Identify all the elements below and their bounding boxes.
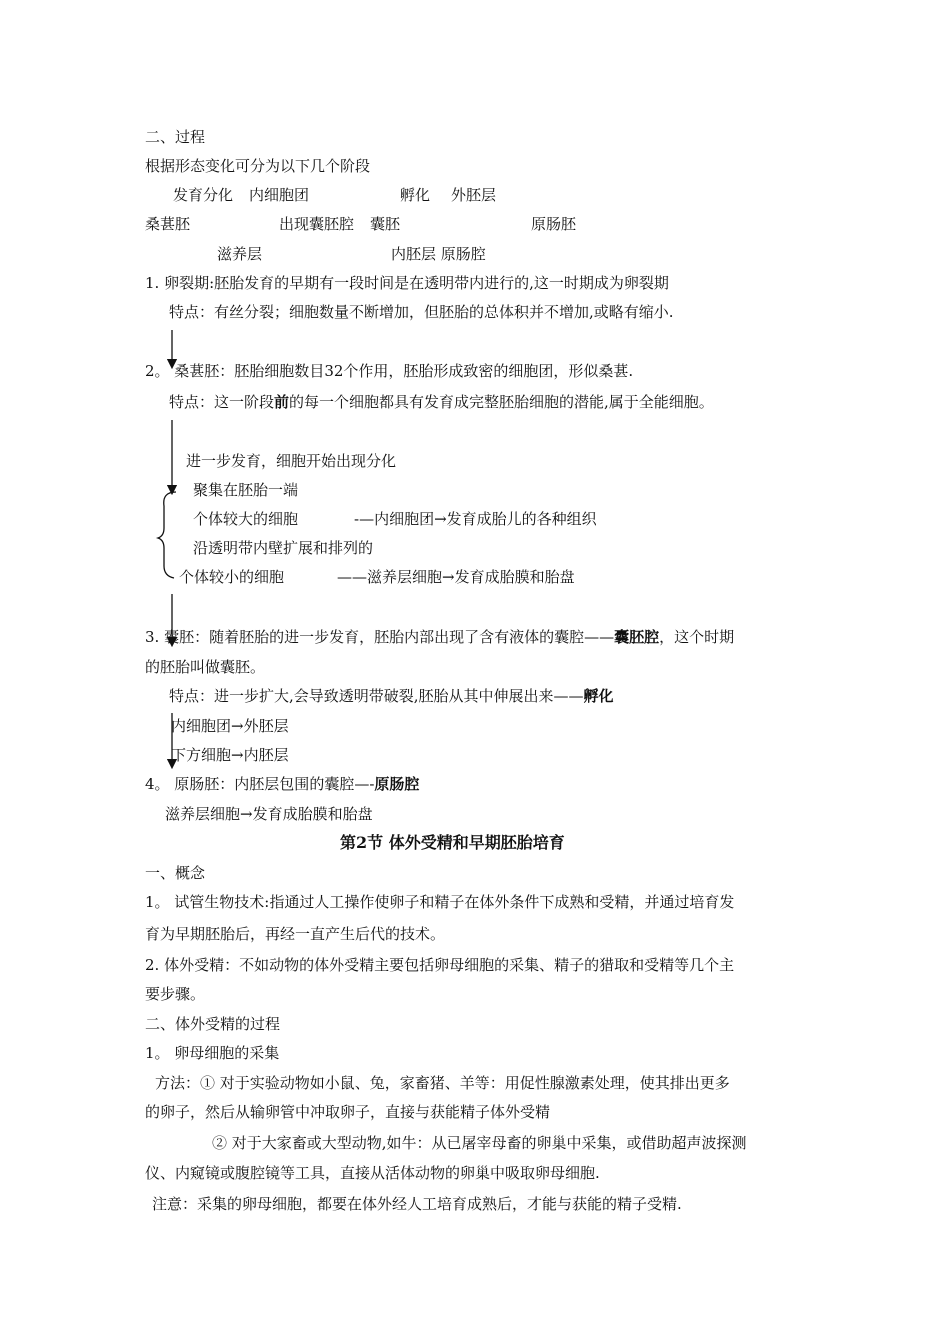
stage-1-feature: 特点：有丝分裂；细胞数量不断增加，但胚胎的总体积并不增加,或略有缩小. (169, 303, 674, 321)
stage-2-text: 2。 桑葚胚：胚胎细胞数目32个作用，胚胎形成致密的细胞团，形似桑葚. (145, 362, 634, 380)
flow-label: 原肠胚 (531, 215, 577, 233)
stage-3-text-cont: 的胚胎叫做囊胚。 (145, 658, 266, 676)
stage-4-note: 滋养层细胞→发育成胎膜和胎盘 (165, 805, 373, 823)
stage-3-tail: ，这个时期 (659, 628, 735, 646)
paragraph: 要步骤。 (145, 985, 206, 1003)
stage-2-feature (169, 392, 714, 412)
flow-label: 孵化 (400, 186, 431, 204)
brace-item: 沿透明带内壁扩展和排列的 (193, 539, 374, 557)
heading-ivf-process: 二、体外受精的过程 (145, 1015, 281, 1033)
heading-concept: 一、概念 (145, 864, 206, 882)
stage-3-lead: 3. 囊胚：随着胚胎的进一步发育，胚胎内部出现了含有液体的囊腔—— (145, 628, 615, 646)
bold-term: 原肠腔 (374, 775, 420, 793)
paragraph: ② 对于大家畜或大型动物,如牛：从已屠宰母畜的卵巢中采集，或借助超声波探测 (212, 1134, 747, 1152)
flow-label: 滋养层 (217, 245, 263, 263)
flow-label: 桑葚胚 (145, 215, 191, 233)
flow-label: 内胚层 原肠腔 (391, 245, 486, 263)
paragraph: 仪、内窥镜或腹腔镜等工具，直接从活体动物的卵巢中吸取卵母细胞. (145, 1164, 600, 1182)
brace-item-result: ——滋养层细胞→发育成胎膜和胎盘 (337, 568, 575, 586)
feature-rest: 的每一个细胞都具有发育成完整胚胎细胞的潜能,属于全能细胞。 (289, 393, 714, 411)
section-title: 第2节 体外受精和早期胚胎培育 (340, 833, 565, 852)
cell-fate: 内细胞团→外胚层 (171, 717, 289, 735)
intro-text: 根据形态变化可分为以下几个阶段 (145, 157, 371, 175)
paragraph: 的卵子，然后从输卵管中冲取卵子，直接与获能精子体外受精 (145, 1103, 551, 1121)
stage-4-text (145, 774, 419, 794)
brace-item-result: -—内细胞团→发育成胎儿的各种组织 (354, 510, 597, 528)
brace-item: 聚集在胚胎一端 (193, 481, 299, 499)
paragraph: 2. 体外受精：不如动物的体外受精主要包括卵母细胞的采集、精子的猎取和受精等几个主 (145, 956, 735, 974)
stage-3-feature (169, 686, 614, 706)
paragraph: 1。 卵母细胞的采集 (145, 1044, 280, 1062)
flow-label: 出现囊胚腔 (279, 215, 355, 233)
paragraph: 注意：采集的卵母细胞，都要在体外经人工培育成熟后，才能与获能的精子受精. (152, 1195, 682, 1213)
bold-term: 孵化 (583, 687, 614, 705)
cell-fate: 下方细胞→内胚层 (171, 746, 289, 764)
flow-label: 囊胚 (370, 215, 401, 233)
stage-1-text: 1. 卵裂期:胚胎发育的早期有一段时间是在透明带内进行的,这一时期成为卵裂期 (145, 274, 669, 292)
feature-label: 特点：进一步扩大,会导致透明带破裂,胚胎从其中伸展出来—— (169, 687, 584, 705)
stage-4-lead: 4。 原肠胚：内胚层包围的囊腔—- (145, 775, 375, 793)
feature-label: 特点：这一阶段 (169, 393, 275, 411)
paragraph: 方法：① 对于实验动物如小鼠、兔，家畜猪、羊等：用促性腺激素处理，使其排出更多 (155, 1074, 730, 1092)
paragraph: 育为早期胚胎后，再经一直产生后代的技术。 (145, 925, 446, 943)
paragraph: 1。 试管生物技术:指通过人工操作使卵子和精子在体外条件下成熟和受精，并通过培育发 (145, 893, 735, 911)
brace-icon (158, 492, 176, 578)
flow-label: 外胚层 (451, 186, 497, 204)
bold-term: 前 (274, 393, 290, 411)
bold-term: 囊胚腔 (614, 628, 660, 646)
heading-process: 二、过程 (145, 128, 206, 146)
brace-item: 个体较小的细胞 (179, 568, 285, 586)
brace-item: 个体较大的细胞 (193, 510, 299, 528)
flow-label: 发育分化 (173, 186, 234, 204)
stage-3-text (145, 627, 734, 647)
development-text: 进一步发育，细胞开始出现分化 (186, 452, 397, 470)
flow-label: 内细胞团 (249, 186, 310, 204)
